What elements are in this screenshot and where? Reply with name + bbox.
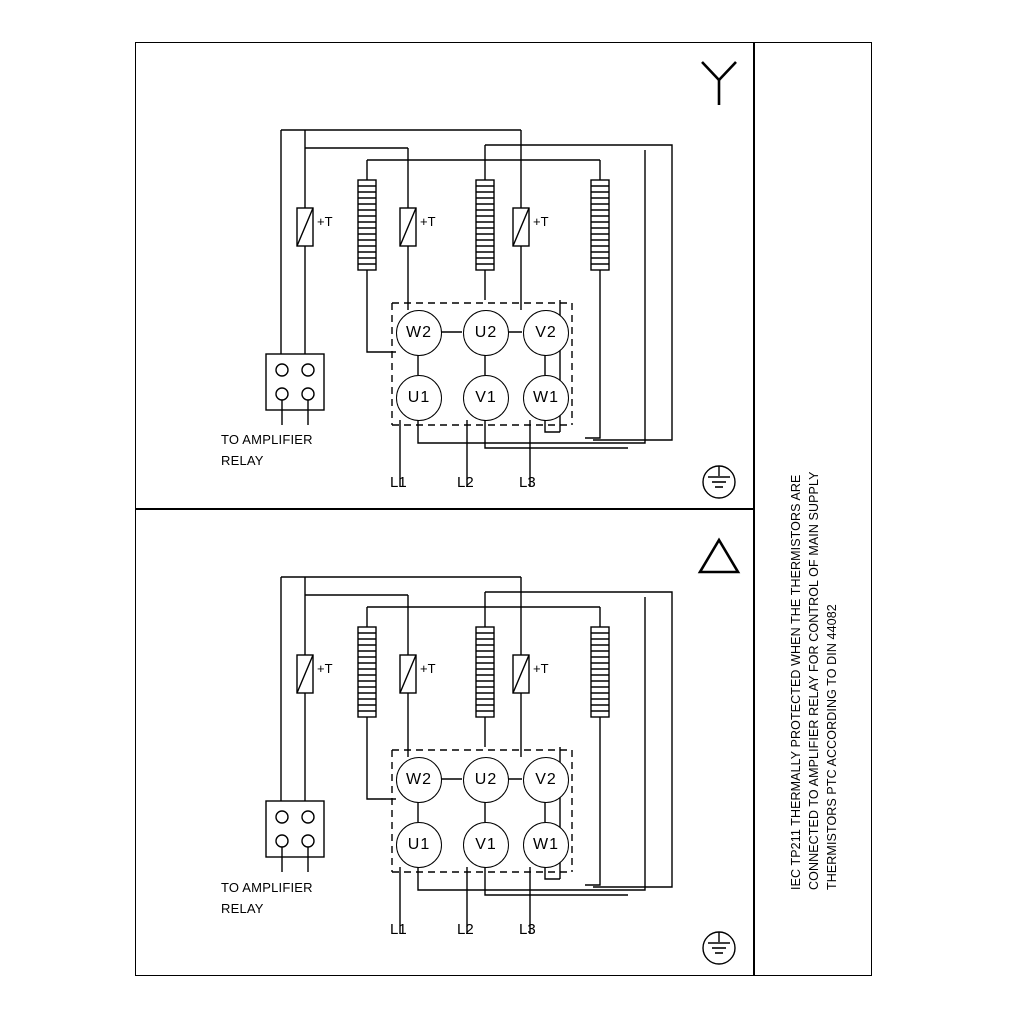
- thermistor-label-2-star: +T: [420, 214, 436, 229]
- coil-w-star: [358, 160, 376, 300]
- supply-label-l2-star: L2: [457, 474, 474, 491]
- thermistor-1-delta: [297, 577, 313, 807]
- supply-label-l1-star: L1: [390, 474, 407, 491]
- amplifier-terminal-box-delta: [266, 801, 324, 872]
- terminal-v2-delta: V2: [523, 757, 569, 803]
- thermistor-2-delta: [400, 595, 416, 747]
- terminal-u1-star: U1: [396, 375, 442, 421]
- terminal-u2-star: U2: [463, 310, 509, 356]
- coil-w-delta: [358, 607, 376, 747]
- thermistor-3-delta: [513, 577, 529, 747]
- coil-u-delta: [476, 592, 494, 747]
- amplifier-label-line1-delta: TO AMPLIFIER: [221, 880, 313, 895]
- note-line-3: THERMISTORS PTC ACCORDING TO DIN 44082: [825, 604, 839, 890]
- supply-label-l1-delta: L1: [390, 921, 407, 938]
- delta-symbol: [700, 540, 738, 572]
- thermistor-label-3-delta: +T: [533, 661, 549, 676]
- coil-u-star: [476, 145, 494, 300]
- terminal-w2-star: W2: [396, 310, 442, 356]
- thermistor-3-star: [513, 130, 529, 300]
- amplifier-terminal-box-star: [266, 354, 324, 425]
- coil-v-delta: [591, 607, 609, 747]
- supply-label-l3-delta: L3: [519, 921, 536, 938]
- terminal-u1-delta: U1: [396, 822, 442, 868]
- terminal-w2-delta: W2: [396, 757, 442, 803]
- amplifier-label-line2-star: RELAY: [221, 453, 264, 468]
- terminal-v2-star: V2: [523, 310, 569, 356]
- thermistor-label-2-delta: +T: [420, 661, 436, 676]
- note-line-2: CONNECTED TO AMPLIFIER RELAY FOR CONTROL OF MAIN SUPPLY: [807, 471, 821, 890]
- supply-label-l3-star: L3: [519, 474, 536, 491]
- terminal-w1-star: W1: [523, 375, 569, 421]
- thermistor-label-3-star: +T: [533, 214, 549, 229]
- thermistor-1-star: [297, 130, 313, 360]
- amplifier-label-line1-star: TO AMPLIFIER: [221, 432, 313, 447]
- earth-symbol-star: [703, 466, 735, 498]
- terminal-v1-delta: V1: [463, 822, 509, 868]
- thermistor-label-1-star: +T: [317, 214, 333, 229]
- note-line-1: IEC TP211 THERMALLY PROTECTED WHEN THE THERMISTORS ARE: [789, 474, 803, 890]
- terminal-v1-star: V1: [463, 375, 509, 421]
- coil-v-star: [591, 160, 609, 300]
- earth-symbol-delta: [703, 932, 735, 964]
- terminal-w1-delta: W1: [523, 822, 569, 868]
- thermistor-label-1-delta: +T: [317, 661, 333, 676]
- thermistor-2-star: [400, 148, 416, 300]
- wye-symbol: [702, 62, 736, 105]
- supply-label-l2-delta: L2: [457, 921, 474, 938]
- terminal-u2-delta: U2: [463, 757, 509, 803]
- amplifier-label-line2-delta: RELAY: [221, 901, 264, 916]
